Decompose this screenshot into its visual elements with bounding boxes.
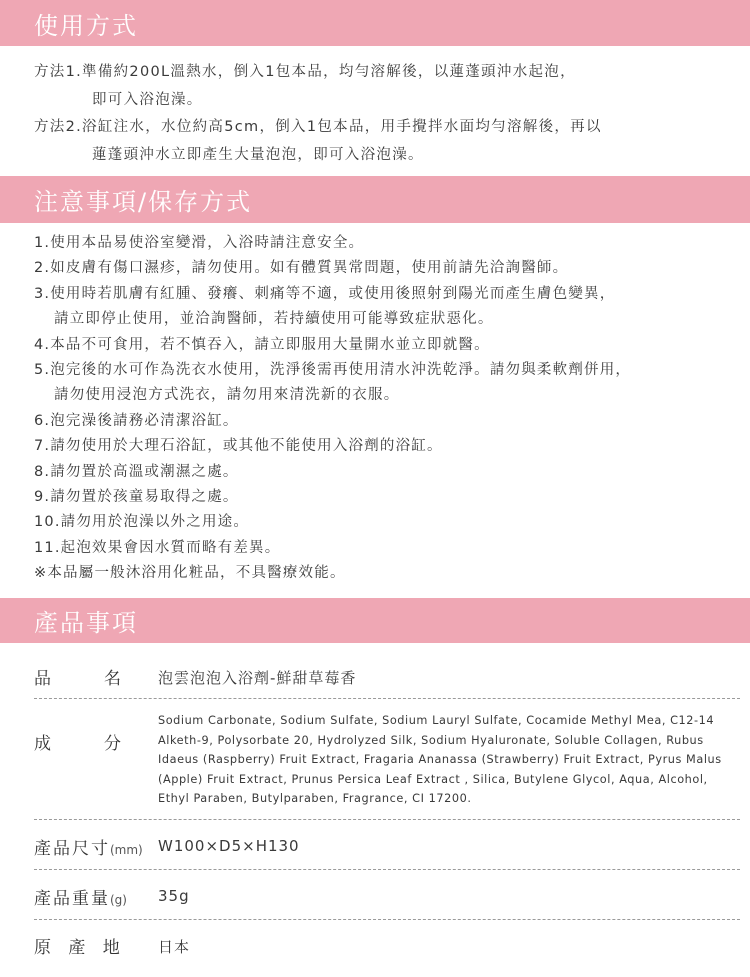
usage-section-header: [0, 0, 750, 46]
notes-item-text: 2.如皮膚有傷口濕疹，請勿使用。如有體質異常問題，使用前請先洽詢醫師。: [34, 260, 569, 277]
notes-item: [34, 333, 734, 358]
notes-item: [34, 536, 734, 561]
notes-item: [34, 231, 734, 256]
notes-item-text: 11.起泡效果會因水質而略有差異。: [34, 539, 281, 556]
method-2-line-1: 方法2.浴缸注水，水位約高5cm，倒入1包本品，用手攪拌水面均勻溶解後，再以: [34, 119, 602, 135]
weight-label: [34, 884, 127, 909]
notes-item: [34, 485, 734, 510]
product-section-title: 產品事項: [34, 609, 138, 637]
notes-item: [34, 358, 734, 409]
notes-section-header: [0, 176, 750, 223]
product-name-label: 品 名: [34, 669, 139, 689]
size-value: W100×D5×H130: [158, 837, 300, 855]
notes-item-text: 4.本品不可食用，若不慎吞入，請立即服用大量開水並立即就醫。: [34, 336, 490, 353]
divider: [34, 819, 740, 820]
notes-item-text: 6.泡完澡後請務必清潔浴缸。: [34, 412, 239, 429]
notes-item: [34, 460, 734, 485]
size-label: [34, 834, 143, 859]
product-section-header: [0, 598, 750, 643]
notes-item-continuation: 請立即停止使用，並洽詢醫師，若持續使用可能導致症狀惡化。: [54, 311, 494, 328]
product-name-value: 泡雲泡泡入浴劑-鮮甜草莓香: [158, 669, 357, 687]
weight-unit: (g): [110, 893, 127, 907]
notes-item: [34, 282, 734, 333]
method-2-line-2: 蓮蓬頭沖水立即產生大量泡泡，即可入浴泡澡。: [92, 147, 424, 163]
usage-method-2: [34, 113, 724, 169]
usage-section-title: 使用方式: [34, 11, 138, 40]
notes-item-text: 10.請勿用於泡澡以外之用途。: [34, 514, 250, 531]
notes-item-text: 7.請勿使用於大理石浴缸，或其他不能使用入浴劑的浴缸。: [34, 438, 443, 455]
notes-item-text: 9.請勿置於孩童易取得之處。: [34, 489, 239, 506]
notes-item-text: 5.泡完後的水可作為洗衣水使用，洗淨後需再使用清水沖洗乾淨。請勿與柔軟劑併用，: [34, 362, 632, 379]
notes-item-text: 3.使用時若肌膚有紅腫、發癢、刺痛等不適，或使用後照射到陽光而產生膚色變異，: [34, 285, 616, 302]
notes-list: [34, 231, 734, 587]
divider: [34, 869, 740, 870]
notes-item-continuation: 請勿使用浸泡方式洗衣，請勿用來清洗新的衣服。: [54, 387, 400, 404]
notes-section-title: 注意事項/保存方式: [34, 188, 253, 216]
size-label-text: 產品尺寸: [34, 839, 110, 859]
divider: [34, 698, 740, 699]
origin-value: 日本: [158, 938, 191, 956]
notes-item: [34, 409, 734, 434]
notes-item-text: 8.請勿置於高溫或潮濕之處。: [34, 463, 239, 480]
method-1-line-1: 方法1.準備約200L溫熱水，倒入1包本品，均勻溶解後，以蓮蓬頭沖水起泡，: [34, 64, 576, 80]
usage-method-1: [34, 58, 724, 114]
origin-label: 原 產 地: [34, 938, 126, 958]
notes-item-text: ※本品屬一般沐浴用化粧品，不具醫療效能。: [34, 565, 346, 582]
size-unit: (mm): [110, 843, 143, 857]
notes-item: [34, 561, 734, 586]
ingredients-value: Sodium Carbonate, Sodium Sulfate, Sodium Lauryl Sulfate, Cocamide Methyl Mea, C12-14 Alketh-9, Polysorbate 20, Hydrolyzed Silk, Sodium Hyaluronate, Soluble Collagen, Rubus Idaeus (Raspberry) Fruit Extract, Fragaria Ananassa (Strawberry) Fruit Extract, Pyrus Malus (Apple) Fruit Extract, Prunus Persica Leaf Extract , Silica, Butylene Glycol, Aqua, Alcohol, Ethyl Paraben, Butylparaben, Fragrance, CI 17200.: [158, 714, 722, 805]
divider: [34, 919, 740, 920]
notes-item: [34, 434, 734, 459]
notes-item: [34, 256, 734, 281]
notes-item-text: 1.使用本品易使浴室變滑，入浴時請注意安全。: [34, 235, 365, 251]
weight-label-text: 產品重量: [34, 889, 110, 909]
notes-item: [34, 510, 734, 535]
method-1-line-2: 即可入浴泡澡。: [92, 92, 203, 108]
weight-value: 35g: [158, 887, 190, 905]
ingredients-label: 成 分: [34, 734, 139, 754]
